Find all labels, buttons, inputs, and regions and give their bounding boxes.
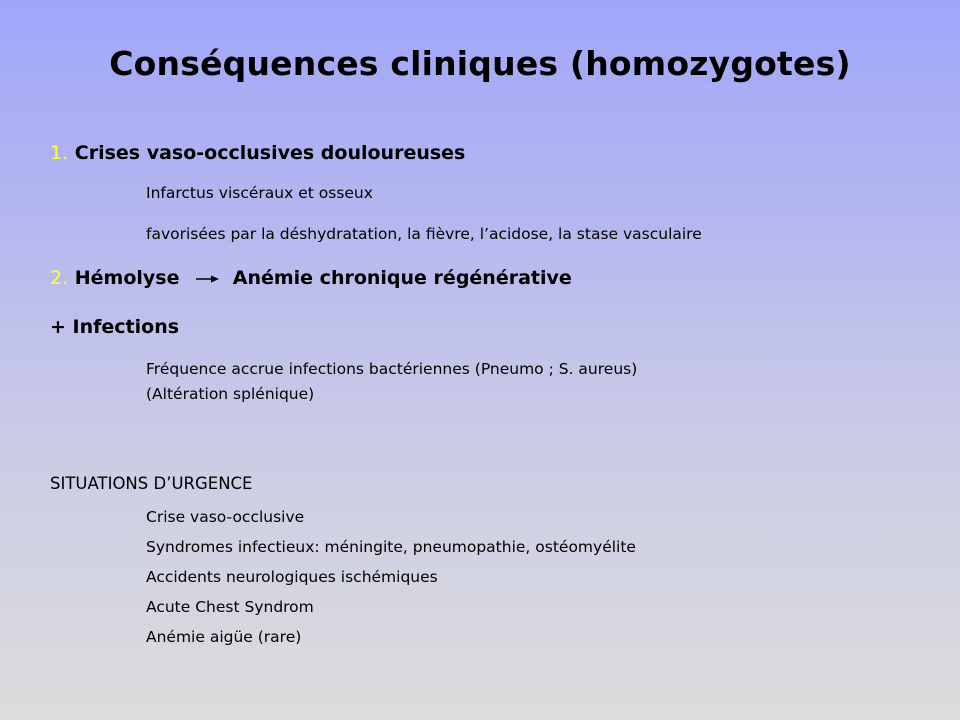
urgence-item-3: Accidents neurologiques ischémiques [146,568,438,586]
slide-title: Conséquences cliniques (homozygotes) [109,44,851,83]
section-crises-title: Crises vaso-occlusives douloureuses [74,142,466,164]
section-infections-heading: + Infections [50,316,180,338]
section-crises-detail-1: Infarctus viscéraux et osseux [146,184,373,202]
section-hemolyse-number: 2. [50,267,69,289]
urgence-item-4: Acute Chest Syndrom [146,598,314,616]
section-infections-detail-2: (Altération splénique) [146,385,315,403]
urgence-item-2: Syndromes infectieux: méningite, pneumopathie, ostéomyélite [146,538,636,556]
right-arrow-icon [194,273,220,285]
section-crises-number: 1. [50,142,69,164]
section-crises-heading [50,142,465,164]
section-hemolyse-heading [50,267,572,289]
section-infections-detail-1: Fréquence accrue infections bactériennes (Pneumo ; S. aureus) [146,360,638,378]
section-urgences-heading: SITUATIONS D’URGENCE [50,474,253,493]
section-hemolyse-title: Hémolyse [74,267,180,289]
urgence-item-1: Crise vaso-occlusive [146,508,305,526]
section-crises-detail-2: favorisées par la déshydratation, la fièvre, l’acidose, la stase vasculaire [146,225,702,243]
urgence-item-5: Anémie aigüe (rare) [146,628,302,646]
section-hemolyse-result: Anémie chronique régénérative [232,267,572,289]
